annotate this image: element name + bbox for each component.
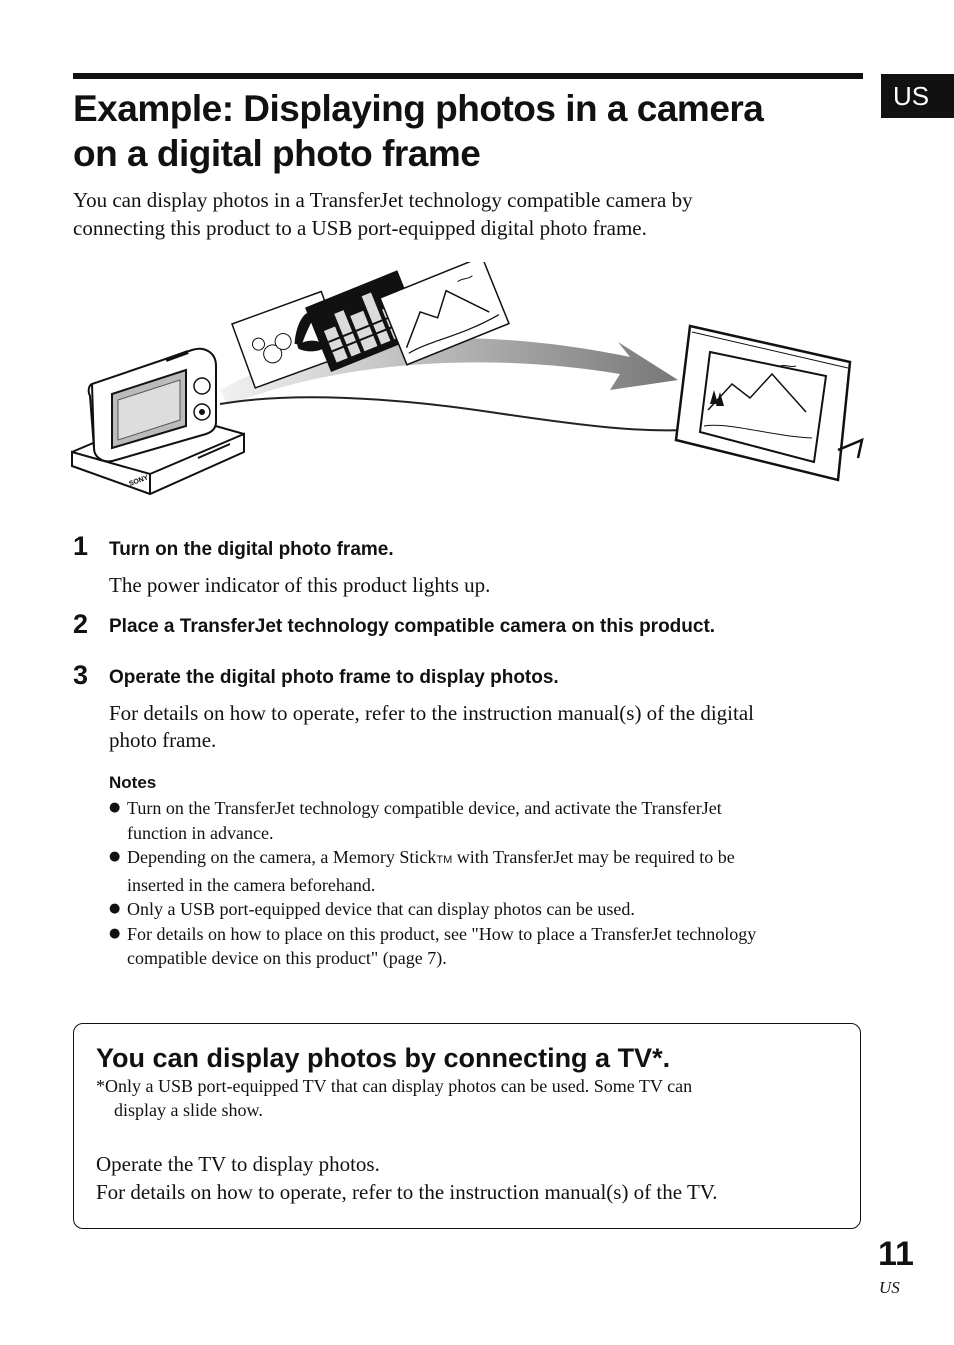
step-3-heading: Operate the digital photo frame to display photos. bbox=[109, 667, 559, 688]
tv-tip-footnote: *Only a USB port-equipped TV that can display photos can be used. Some TV can display a slide show. bbox=[96, 1076, 693, 1120]
step-2-number: 2 bbox=[73, 609, 89, 639]
camera-brand-label: SONY bbox=[128, 474, 150, 488]
notes-list bbox=[109, 796, 854, 971]
note-item: ● Turn on the TransferJet technology compatible device, and activate the TransferJet function in advance. bbox=[109, 796, 854, 845]
trademark-mark: TM bbox=[436, 854, 453, 866]
step-3-body bbox=[109, 700, 859, 754]
tv-tip-body: Operate the TV to display photos. For details on how to operate, refer to the instruction manual(s) of the TV. bbox=[96, 1152, 718, 1204]
camera bbox=[89, 349, 216, 461]
illustration-camera-to-photo-frame bbox=[70, 262, 870, 502]
page-language: US bbox=[879, 1278, 900, 1297]
step-3-body-line-1: For details on how to operate, refer to the instruction manual(s) of the digital bbox=[109, 701, 754, 725]
intro-line-2: connecting this product to a USB port-equipped digital photo frame. bbox=[73, 216, 647, 240]
intro-paragraph bbox=[73, 186, 853, 242]
title-line-1: Example: Displaying photos in a camera bbox=[73, 88, 764, 129]
title-line-2: on a digital photo frame bbox=[73, 133, 481, 174]
note-item: ● For details on how to place on this product, see "How to place a TransferJet technology compatible device on this product" (page 7). bbox=[109, 922, 854, 971]
step-3-body-line-2: photo frame. bbox=[109, 728, 217, 752]
page-title bbox=[73, 86, 873, 176]
step-1-heading: Turn on the digital photo frame. bbox=[109, 539, 394, 560]
step-1-body: The power indicator of this product lights up. bbox=[109, 573, 491, 597]
intro-line-1: You can display photos in a TransferJet technology compatible camera by bbox=[73, 188, 693, 212]
top-rule bbox=[73, 73, 863, 79]
note-item: ● Depending on the camera, a Memory StickTM with TransferJet may be required to be inserted in the camera beforehand. bbox=[109, 845, 854, 897]
tv-tip-title: You can display photos by connecting a TV*. bbox=[96, 1043, 671, 1073]
language-tab: US bbox=[881, 74, 954, 118]
notes-heading: Notes bbox=[109, 773, 157, 792]
digital-photo-frame bbox=[676, 326, 862, 480]
step-1-number: 1 bbox=[73, 531, 89, 561]
note-item: ● Only a USB port-equipped device that can display photos can be used. bbox=[109, 897, 854, 922]
page-number: 11 bbox=[878, 1235, 914, 1273]
step-2-heading: Place a TransferJet technology compatible camera on this product. bbox=[109, 616, 716, 637]
step-3-number: 3 bbox=[73, 660, 89, 690]
usb-cable bbox=[220, 397, 686, 430]
